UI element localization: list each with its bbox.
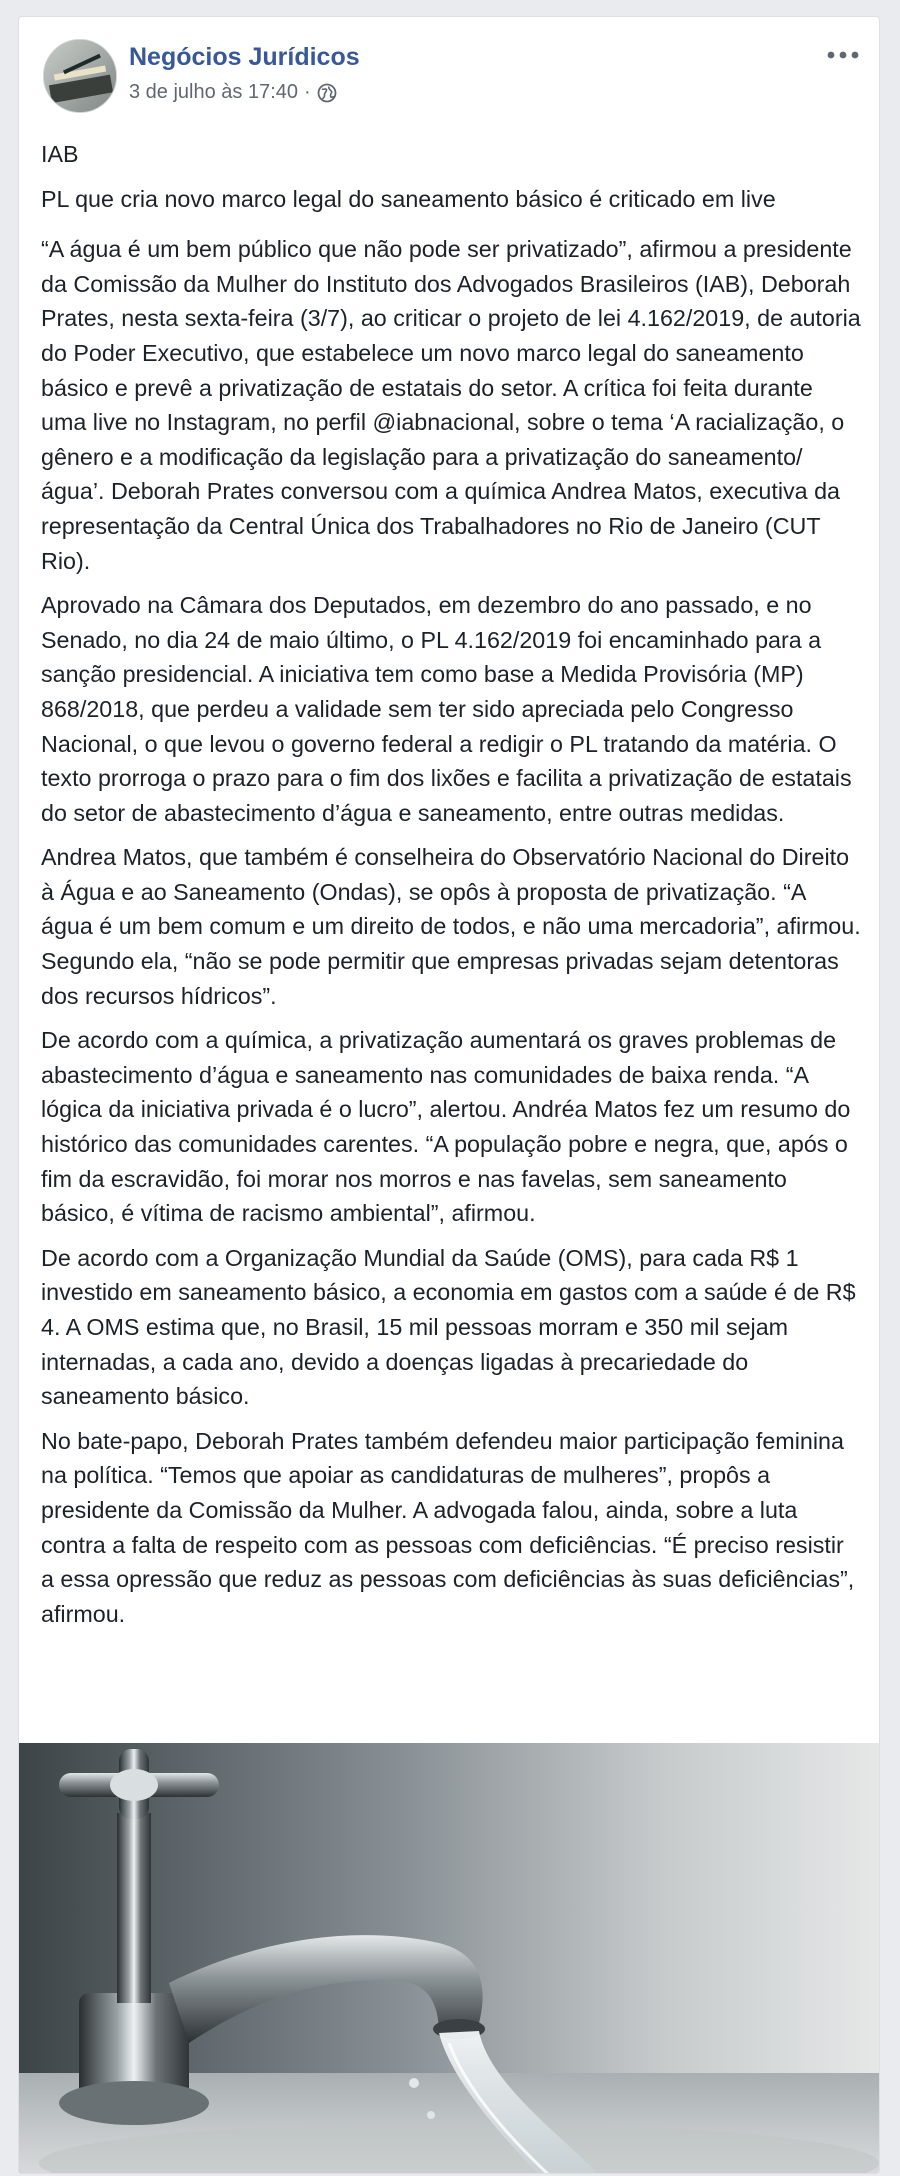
post-source-line: IAB <box>41 141 79 167</box>
post-paragraph: No bate-papo, Deborah Prates também defendeu maior participação feminina na política. “Temos que apoiar as candidaturas de mulheres”, propôs a presidente da Comissão da Mulher. A advogada falou, ainda, sobre a luta contra a falta de respeito com as pessoas com deficiências. “É preciso resistir a essa opressão que reduz as pessoas com deficiências às suas deficiências”, afirmou. <box>41 1427 855 1627</box>
post-paragraph: De acordo com a Organização Mundial da Saúde (OMS), para cada R$ 1 investido em saneamento básico, a economia em gastos com a saúde é de R$ 4. A OMS estima que, no Brasil, 15 mil pessoas morram e 350 mil sejam internadas, a cada ano, devido a doenças ligadas à precariedade do saneamento básico. <box>41 1244 856 1410</box>
post-paragraph: Aprovado na Câmara dos Deputados, em dezembro do ano passado, e no Senado, no dia 24 de maio último, o PL 4.162/2019 foi encaminhado para a sanção presidencial. A iniciativa tem como base a Medida Provisória (MP) 868/2018, que perdeu a validade sem ter sido apreciada pelo Congresso Nacional, o que levou o governo federal a redigir o PL tratando da matéria. O texto prorroga o prazo para o fim dos lixões e facilita a privatização de estatais do setor de abastecimento d’água e saneamento, entre outras medidas. <box>41 592 852 826</box>
post-paragraph: Andrea Matos, que também é conselheira do Observatório Nacional do Direito à Água e ao Saneamento (Ondas), se opôs à proposta de privatização. “A água é um bem comum e um direito de todos, e não uma mercadoria”, afirmou. Segundo ela, “não se pode permitir que empresas privadas sejam detentoras dos recursos hídricos”. <box>41 844 861 1009</box>
more-options-icon[interactable] <box>823 43 863 67</box>
post-body <box>41 137 863 1641</box>
post-paragraph: “A água é um bem público que não pode ser privatizado”, afirmou a presidente da Comissão da Mulher do Instituto dos Advogados Brasileiros (IAB), Deborah Prates, nesta sexta-feira (3/7), ao criticar o projeto de lei 4.162/2019, de autoria do Poder Executivo, que estabelece um novo marco legal do saneamento básico e prevê a privatização de estatais do setor. A crítica foi feita durante uma live no Instagram, no perfil @iabnacional, sobre o tema ‘A racialização, o gênero e a modificação da legislação para a privatização do saneamento/água’. Deborah Prates conversou com a química Andrea Matos, executiva da representação da Central Única dos Trabalhadores no Rio de Janeiro (CUT Rio). <box>41 236 861 574</box>
post-header <box>19 17 879 137</box>
post-meta <box>129 81 337 104</box>
post-paragraph: De acordo com a química, a privatização aumentará os graves problemas de abastecimento d’água e saneamento nas comunidades de baixa renda. “A lógica da iniciativa privada é o lucro”, alertou. Andréa Matos fez um resumo do histórico das comunidades carentes. “A população pobre e negra, que, após o fim da escravidão, foi morar nos morros e nas favelas, sem saneamento básico, é vítima de racismo ambiental”, afirmou. <box>41 1027 851 1227</box>
post-headline: PL que cria novo marco legal do saneamento básico é criticado em live <box>41 185 776 212</box>
page-avatar[interactable] <box>43 39 117 113</box>
post-timestamp[interactable]: 3 de julho às 17:40 <box>129 81 299 103</box>
post-photo-faucet[interactable] <box>19 1743 880 2174</box>
meta-separator: · <box>304 81 311 103</box>
page-name-link[interactable]: Negócios Jurídicos <box>129 43 360 71</box>
avatar-image <box>44 40 116 112</box>
globe-icon[interactable] <box>317 83 337 103</box>
post-card <box>18 16 880 2174</box>
